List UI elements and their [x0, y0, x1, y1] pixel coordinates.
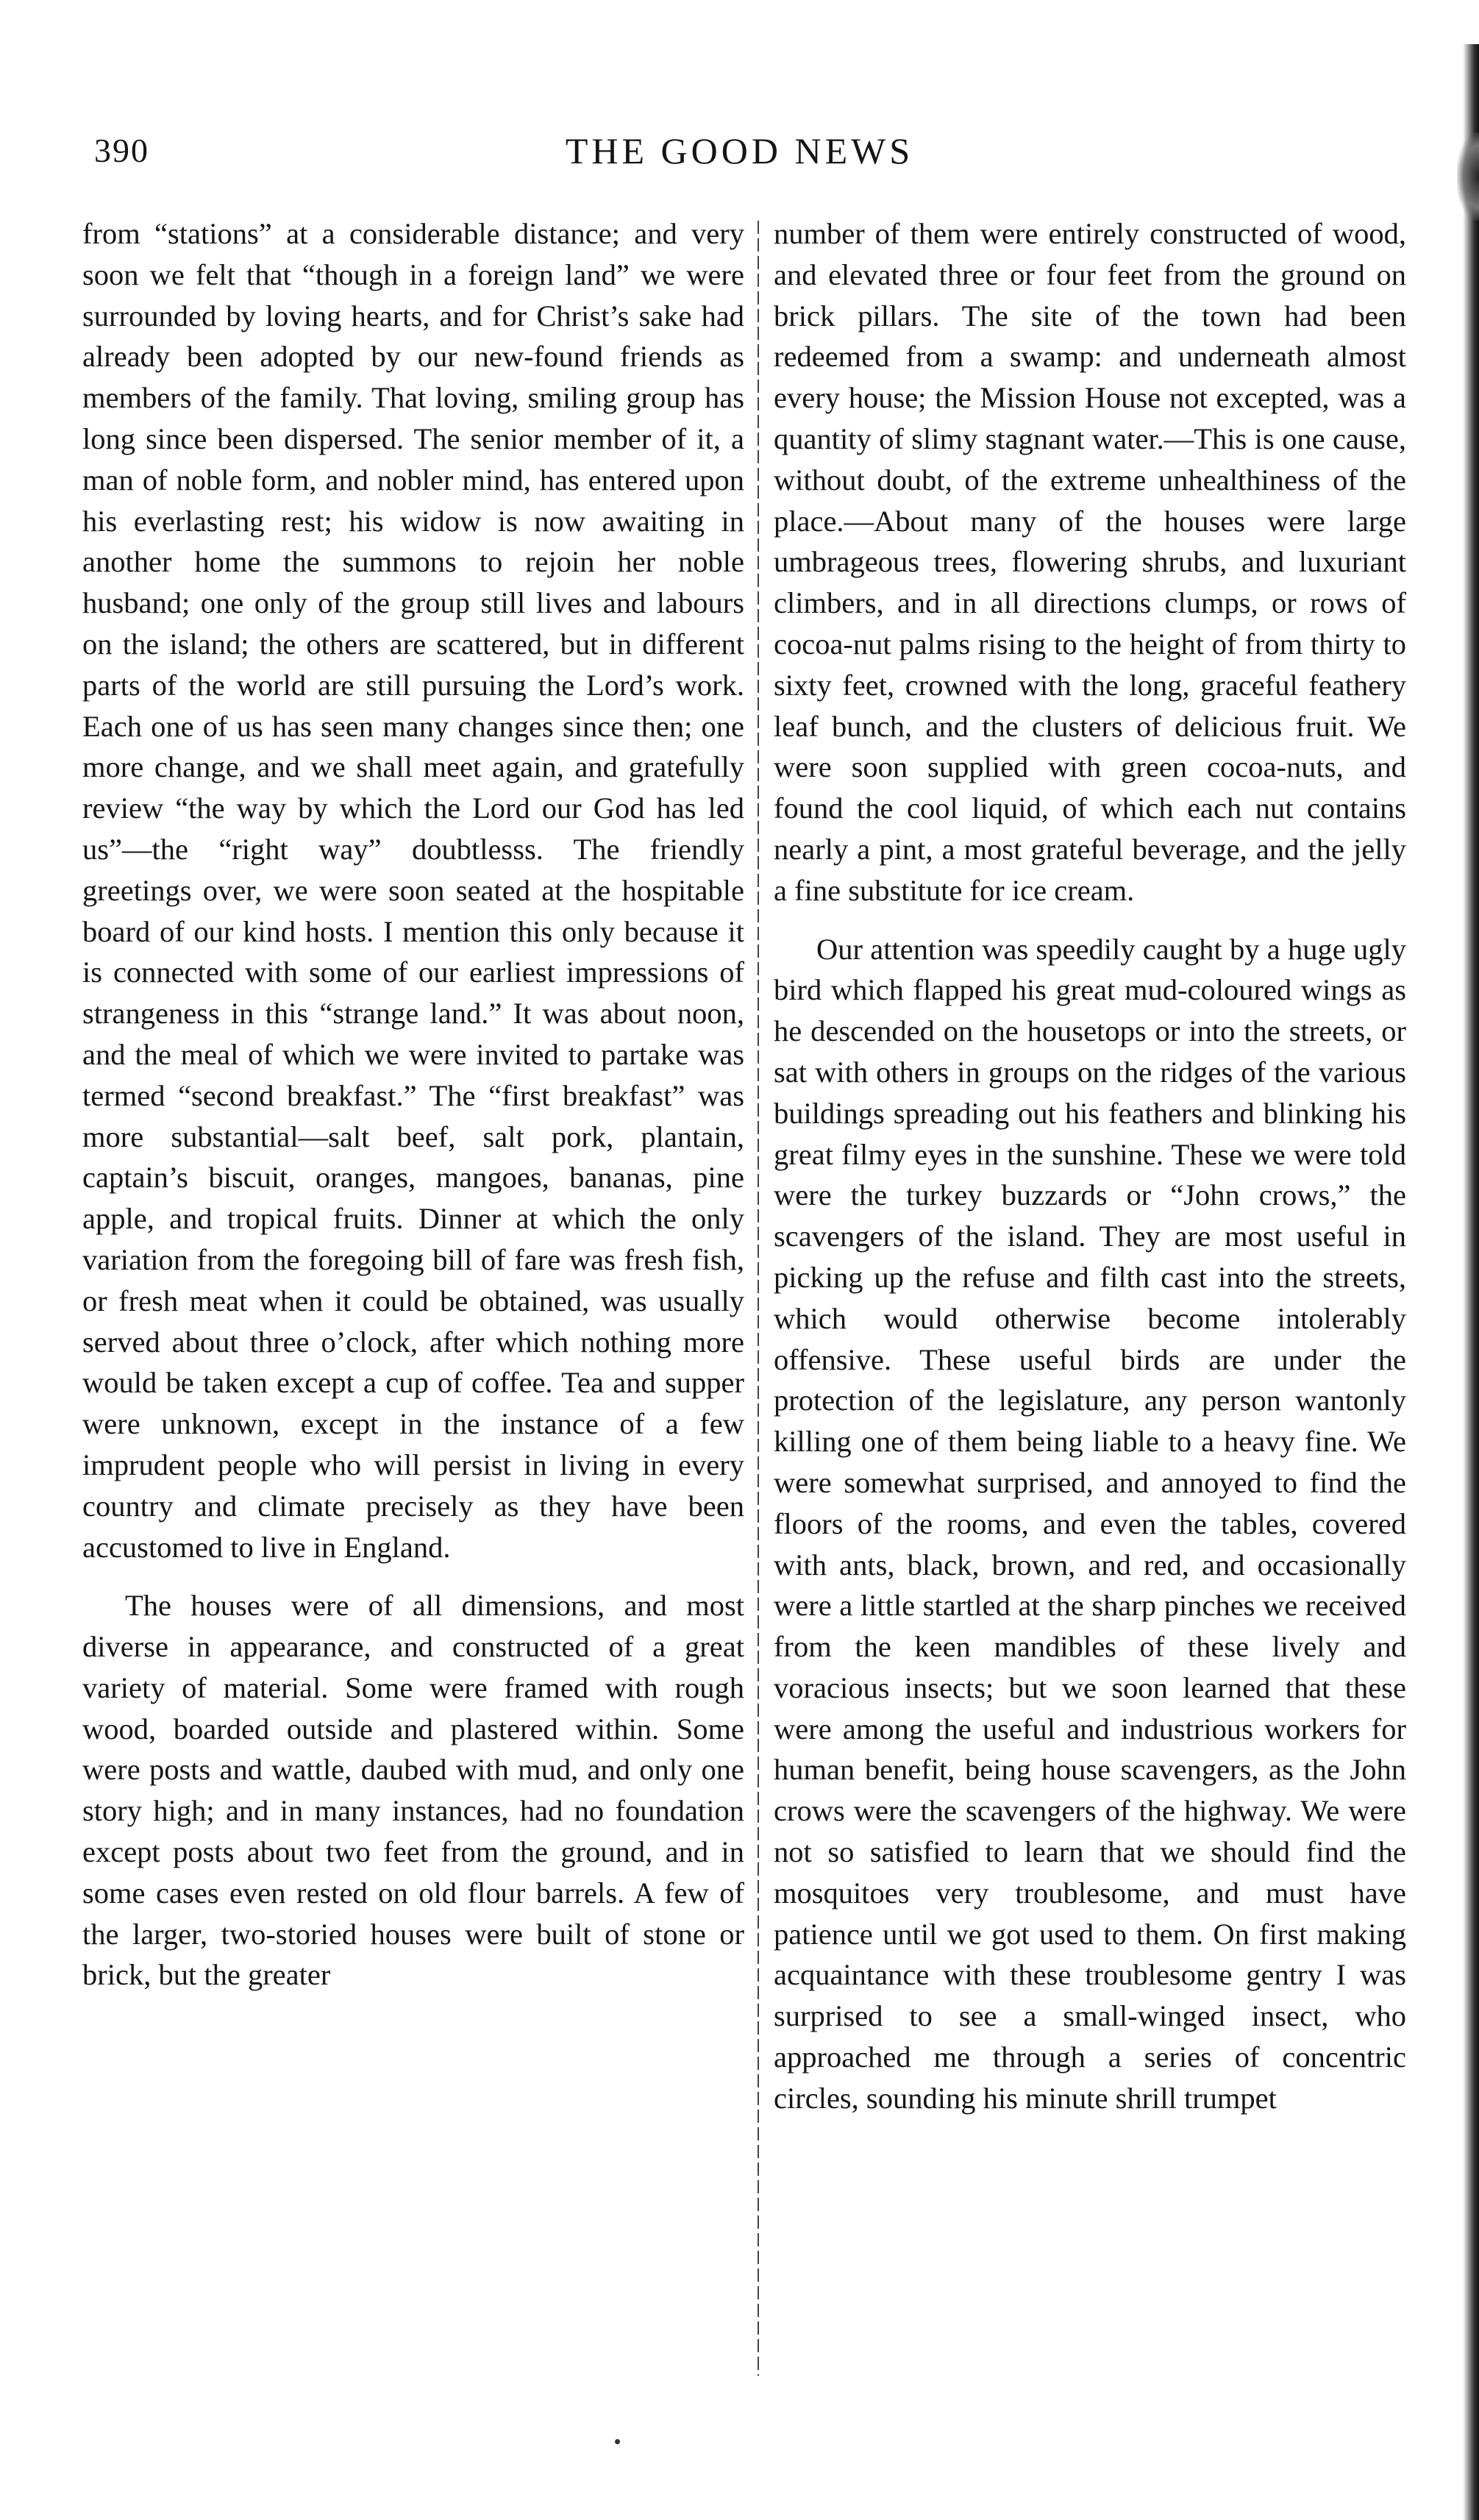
left-column: [82, 213, 744, 1996]
left-paragraph-2: The houses were of all dimensions, and most diverse in appearance, and constructed of a great variety of material. Some were framed with rough wood, boarded outside and plastered within. Some were posts and wattle, daubed with mud, and only one story high; and in many instances, had no foundation except posts about two feet from the ground, and in some cases even rested on old flour barrels. A few of the larger, two-storied houses were built of stone or brick, but the greater: [82, 1589, 744, 1992]
running-head: THE GOOD NEWS: [565, 130, 914, 171]
right-paragraph-1: number of them were entirely constructed of wood, and elevated three or four feet from the ground on brick pillars. The site of the town had been redeemed from a swamp: and underneath almost every house; the Mission House not excepted, was a quantity of slimy stagnant water.—This is one cause, without doubt, of the extreme unhealthiness of the place.—About many of the houses were large umbrageous trees, flowering shrubs, and luxuriant climbers, and in all directions clumps, or rows of cocoa-nut palms rising to the height of from thirty to sixty feet, crowned with the long, graceful feathery leaf bunch, and the clusters of delicious fruit. We were soon supplied with green cocoa-nuts, and found the cool liquid, of which each nut contains nearly a pint, a most grateful beverage, and the jelly a fine substitute for ice cream.: [774, 217, 1406, 907]
right-paragraph-2: Our attention was speedily caught by a huge ugly bird which flapped his great mud-coloured wings as he descended on the housetops or into the streets, or sat with others in groups on the ridges of the various buildings spreading out his feathers and blinking his great filmy eyes in the sunshine. These we were told were the turkey buzzards or “John crows,” the scavengers of the island. They are most useful in picking up the refuse and filth cast into the streets, which would otherwise become intolerably offensive. These useful birds are under the protection of the legislature, any person wantonly killing one of them being liable to a heavy fine. We were somewhat surprised, and annoyed to find the floors of the rooms, and even the tables, covered with ants, black, brown, and red, and occasionally were a little startled at the sharp pinches we received from the keen mandibles of these lively and voracious insects; but we soon learned that these were among the useful and industrious workers for human benefit, being house scavengers, as the John crows were the scavengers of the highway. We were not so satisfied to learn that we should find the mosquitoes very troublesome, and must have patience until we got used to them. On first making acquaintance with these troublesome gentry I was surprised to see a small-winged insect, who approached me through a series of concentric circles, sounding his minute shrill trumpet: [774, 932, 1406, 2115]
binding-shadow: [1457, 132, 1479, 221]
page-binding-edge: [1463, 44, 1479, 2520]
column-divider: [758, 221, 759, 2376]
left-paragraph-1: from “stations” at a considerable distance; and very soon we felt that “though in a foreign land” we were surrounded by loving hearts, and for Christ’s sake had already been adopted by our new-found friends as members of the family. That loving, smiling group has long since been dispersed. The senior member of it, a man of noble form, and nobler mind, has entered upon his everlasting rest; his widow is now awaiting in another home the summons to rejoin her noble husband; one only of the group still lives and labours on the island; the others are scattered, but in different parts of the world are still pursuing the Lord’s work. Each one of us has seen many changes since then; one more change, and we shall meet again, and gratefully review “the way by which the Lord our God has led us”—the “right way” doubtlesss. The friendly greetings over, we were soon seated at the hospitable board of our kind hosts. I mention this only because it is connected with some of our earliest impressions of strangeness in this “strange land.” It was about noon, and the meal of which we were invited to partake was termed “second breakfast.” The “first breakfast” was more substantial—salt beef, salt pork, plantain, captain’s biscuit, oranges, mangoes, bananas, pine apple, and tropical fruits. Dinner at which the only variation from the foregoing bill of fare was fresh fish, or fresh meat when it could be obtained, was usually served about three o’clock, after which nothing more would be taken except a cup of coffee. Tea and supper were unknown, except in the instance of a few imprudent people who will persist in living in every country and climate precisely as they have been accustomed to live in England.: [82, 217, 744, 1564]
ink-speck: [615, 2439, 620, 2444]
page-number: 390: [94, 132, 149, 169]
right-column: [774, 213, 1406, 2119]
